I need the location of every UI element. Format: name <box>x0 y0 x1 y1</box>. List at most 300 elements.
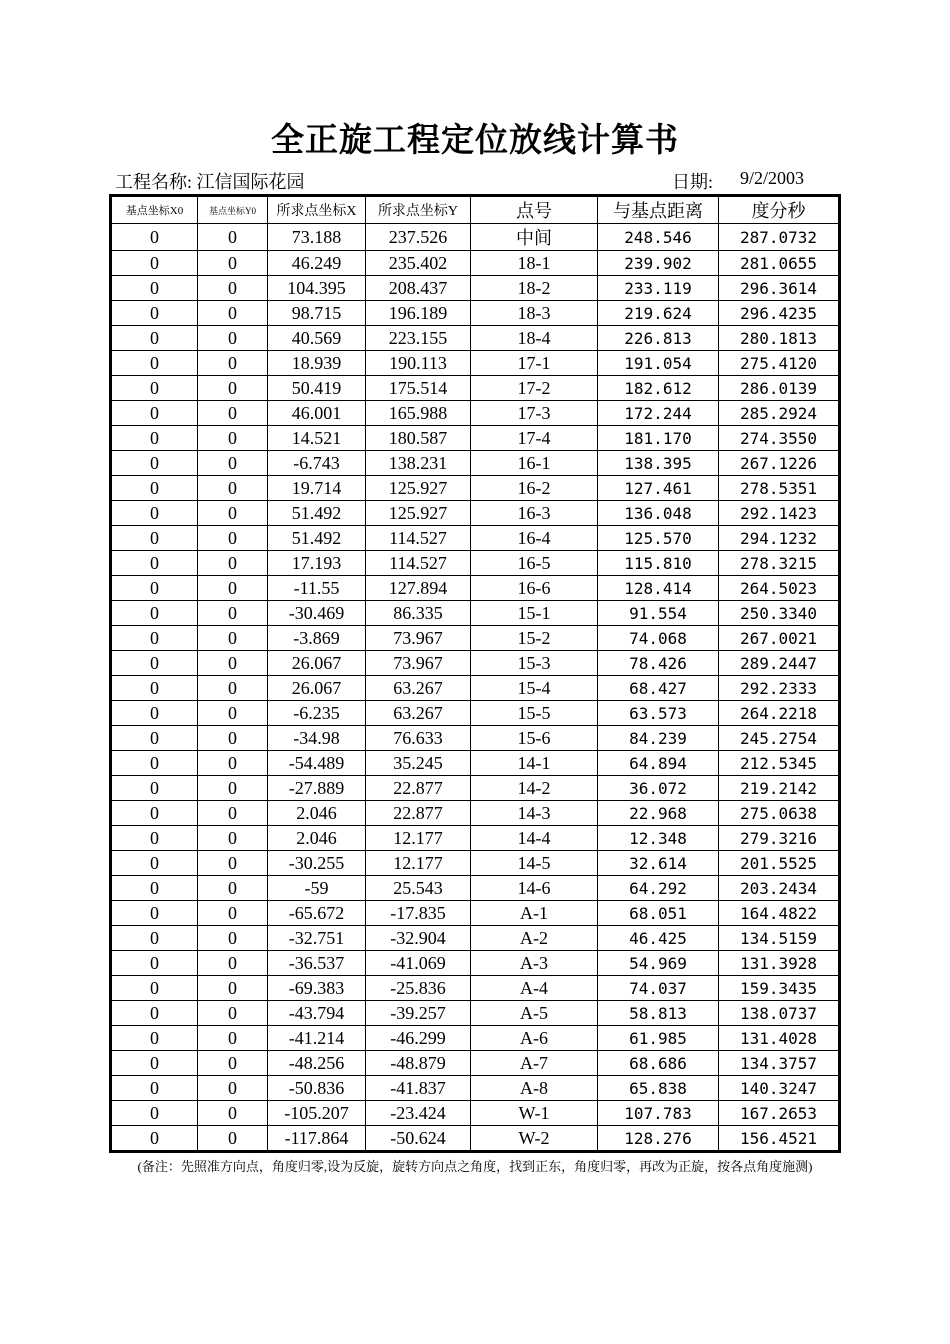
cell-target-y: 125.927 <box>366 476 471 501</box>
cell-base-y: 0 <box>198 1126 268 1152</box>
cell-dms: 164.4822 <box>719 901 840 926</box>
header-base-y: 基点坐标Y0 <box>198 196 268 224</box>
cell-dms: 212.5345 <box>719 751 840 776</box>
cell-dms: 280.1813 <box>719 326 840 351</box>
cell-target-y: 208.437 <box>366 276 471 301</box>
cell-base-y: 0 <box>198 876 268 901</box>
table-row <box>111 401 840 426</box>
cell-point-no: 14-1 <box>471 751 598 776</box>
cell-dms: 275.0638 <box>719 801 840 826</box>
table-row <box>111 751 840 776</box>
cell-target-y: 12.177 <box>366 851 471 876</box>
cell-target-x: -6.743 <box>268 451 366 476</box>
cell-distance: 12.348 <box>598 826 719 851</box>
cell-base-x: 0 <box>111 801 198 826</box>
cell-target-y: 237.526 <box>366 224 471 251</box>
cell-base-x: 0 <box>111 251 198 276</box>
cell-base-y: 0 <box>198 676 268 701</box>
cell-dms: 296.4235 <box>719 301 840 326</box>
footnote: (备注：先照准方向点，角度归零,设为反旋，旋转方向点之角度，找到正东，角度归零，再改为正旋，按各点角度施测) <box>137 1159 813 1174</box>
cell-distance: 58.813 <box>598 1001 719 1026</box>
cell-target-x: 73.188 <box>268 224 366 251</box>
cell-base-x: 0 <box>111 1051 198 1076</box>
cell-target-x: 18.939 <box>268 351 366 376</box>
cell-point-no: A-2 <box>471 926 598 951</box>
table-row <box>111 826 840 851</box>
cell-point-no: 18-3 <box>471 301 598 326</box>
cell-target-x: 98.715 <box>268 301 366 326</box>
cell-base-y: 0 <box>198 526 268 551</box>
cell-base-x: 0 <box>111 501 198 526</box>
table-row <box>111 726 840 751</box>
cell-dms: 275.4120 <box>719 351 840 376</box>
cell-dms: 201.5525 <box>719 851 840 876</box>
cell-target-y: -17.835 <box>366 901 471 926</box>
cell-point-no: 15-4 <box>471 676 598 701</box>
cell-point-no: 14-6 <box>471 876 598 901</box>
cell-base-y: 0 <box>198 851 268 876</box>
cell-distance: 182.612 <box>598 376 719 401</box>
cell-target-y: -39.257 <box>366 1001 471 1026</box>
cell-target-y: 114.527 <box>366 526 471 551</box>
cell-dms: 292.1423 <box>719 501 840 526</box>
date-value: 9/2/2003 <box>740 168 805 188</box>
cell-distance: 68.427 <box>598 676 719 701</box>
table-row <box>111 476 840 501</box>
cell-target-x: -3.869 <box>268 626 366 651</box>
cell-distance: 32.614 <box>598 851 719 876</box>
table-row <box>111 301 840 326</box>
cell-base-y: 0 <box>198 426 268 451</box>
cell-point-no: 18-1 <box>471 251 598 276</box>
cell-dms: 134.3757 <box>719 1051 840 1076</box>
cell-base-y: 0 <box>198 926 268 951</box>
cell-distance: 191.054 <box>598 351 719 376</box>
cell-target-y: 180.587 <box>366 426 471 451</box>
cell-base-y: 0 <box>198 576 268 601</box>
cell-distance: 125.570 <box>598 526 719 551</box>
table-row <box>111 601 840 626</box>
cell-distance: 233.119 <box>598 276 719 301</box>
cell-target-x: 51.492 <box>268 501 366 526</box>
cell-target-x: -11.55 <box>268 576 366 601</box>
table-row <box>111 1026 840 1051</box>
cell-point-no: 18-4 <box>471 326 598 351</box>
cell-base-y: 0 <box>198 301 268 326</box>
cell-base-x: 0 <box>111 351 198 376</box>
cell-point-no: 16-1 <box>471 451 598 476</box>
table-row <box>111 251 840 276</box>
cell-base-x: 0 <box>111 1126 198 1152</box>
cell-base-x: 0 <box>111 751 198 776</box>
cell-point-no: W-2 <box>471 1126 598 1152</box>
cell-target-x: 46.249 <box>268 251 366 276</box>
cell-base-x: 0 <box>111 926 198 951</box>
table-row <box>111 224 840 251</box>
cell-target-y: 73.967 <box>366 626 471 651</box>
cell-base-y: 0 <box>198 826 268 851</box>
cell-target-y: -23.424 <box>366 1101 471 1126</box>
cell-dms: 245.2754 <box>719 726 840 751</box>
cell-point-no: 17-1 <box>471 351 598 376</box>
cell-point-no: 14-2 <box>471 776 598 801</box>
cell-point-no: 16-6 <box>471 576 598 601</box>
table-row <box>111 626 840 651</box>
cell-target-x: 2.046 <box>268 826 366 851</box>
cell-target-y: 127.894 <box>366 576 471 601</box>
cell-target-x: 19.714 <box>268 476 366 501</box>
cell-base-y: 0 <box>198 651 268 676</box>
cell-base-y: 0 <box>198 801 268 826</box>
cell-point-no: A-4 <box>471 976 598 1001</box>
date-label: 日期: <box>672 172 714 192</box>
cell-point-no: 15-6 <box>471 726 598 751</box>
cell-distance: 65.838 <box>598 1076 719 1101</box>
cell-base-x: 0 <box>111 526 198 551</box>
coordinate-table <box>109 194 841 1153</box>
project-name: 工程名称: 江信国际花园 <box>115 172 305 192</box>
cell-base-x: 0 <box>111 826 198 851</box>
cell-base-y: 0 <box>198 551 268 576</box>
table-row <box>111 326 840 351</box>
cell-base-x: 0 <box>111 1101 198 1126</box>
cell-dms: 131.3928 <box>719 951 840 976</box>
table-row <box>111 526 840 551</box>
cell-target-y: 86.335 <box>366 601 471 626</box>
cell-point-no: 15-1 <box>471 601 598 626</box>
table-row <box>111 276 840 301</box>
table-row <box>111 776 840 801</box>
cell-point-no: W-1 <box>471 1101 598 1126</box>
cell-dms: 279.3216 <box>719 826 840 851</box>
cell-target-y: -50.624 <box>366 1126 471 1152</box>
cell-point-no: A-6 <box>471 1026 598 1051</box>
cell-base-x: 0 <box>111 224 198 251</box>
cell-dms: 281.0655 <box>719 251 840 276</box>
cell-target-x: -69.383 <box>268 976 366 1001</box>
cell-base-x: 0 <box>111 551 198 576</box>
cell-base-y: 0 <box>198 701 268 726</box>
cell-base-x: 0 <box>111 901 198 926</box>
cell-point-no: 15-2 <box>471 626 598 651</box>
table-row <box>111 1101 840 1126</box>
cell-dms: 289.2447 <box>719 651 840 676</box>
cell-base-y: 0 <box>198 251 268 276</box>
cell-dms: 285.2924 <box>719 401 840 426</box>
cell-point-no: A-7 <box>471 1051 598 1076</box>
cell-target-x: -105.207 <box>268 1101 366 1126</box>
cell-target-x: 26.067 <box>268 676 366 701</box>
table-row <box>111 701 840 726</box>
cell-base-x: 0 <box>111 851 198 876</box>
cell-distance: 128.276 <box>598 1126 719 1152</box>
cell-distance: 107.783 <box>598 1101 719 1126</box>
cell-base-x: 0 <box>111 451 198 476</box>
cell-target-y: -32.904 <box>366 926 471 951</box>
cell-base-y: 0 <box>198 401 268 426</box>
cell-dms: 294.1232 <box>719 526 840 551</box>
cell-distance: 248.546 <box>598 224 719 251</box>
cell-target-y: 190.113 <box>366 351 471 376</box>
cell-target-y: -41.837 <box>366 1076 471 1101</box>
table-row <box>111 1126 840 1152</box>
cell-point-no: 17-2 <box>471 376 598 401</box>
cell-target-x: 26.067 <box>268 651 366 676</box>
cell-dms: 278.3215 <box>719 551 840 576</box>
cell-target-x: -36.537 <box>268 951 366 976</box>
cell-target-x: -6.235 <box>268 701 366 726</box>
cell-target-y: 76.633 <box>366 726 471 751</box>
cell-base-y: 0 <box>198 1026 268 1051</box>
cell-target-y: 63.267 <box>366 701 471 726</box>
cell-target-y: 22.877 <box>366 776 471 801</box>
cell-distance: 46.425 <box>598 926 719 951</box>
cell-target-x: -41.214 <box>268 1026 366 1051</box>
cell-base-y: 0 <box>198 501 268 526</box>
cell-dms: 292.2333 <box>719 676 840 701</box>
cell-base-y: 0 <box>198 276 268 301</box>
table-row <box>111 676 840 701</box>
cell-base-x: 0 <box>111 576 198 601</box>
cell-point-no: 16-3 <box>471 501 598 526</box>
cell-distance: 68.051 <box>598 901 719 926</box>
cell-dms: 156.4521 <box>719 1126 840 1152</box>
cell-distance: 128.414 <box>598 576 719 601</box>
cell-distance: 84.239 <box>598 726 719 751</box>
cell-base-y: 0 <box>198 376 268 401</box>
cell-target-y: -41.069 <box>366 951 471 976</box>
cell-target-x: -30.469 <box>268 601 366 626</box>
cell-base-x: 0 <box>111 776 198 801</box>
cell-dms: 159.3435 <box>719 976 840 1001</box>
cell-point-no: 14-5 <box>471 851 598 876</box>
table-row <box>111 1051 840 1076</box>
cell-target-x: -43.794 <box>268 1001 366 1026</box>
cell-target-x: 17.193 <box>268 551 366 576</box>
table-row <box>111 351 840 376</box>
cell-distance: 63.573 <box>598 701 719 726</box>
header-target-y: 所求点坐标Y <box>366 196 471 224</box>
cell-base-y: 0 <box>198 1101 268 1126</box>
header-point-no: 点号 <box>471 196 598 224</box>
cell-target-y: 138.231 <box>366 451 471 476</box>
cell-base-x: 0 <box>111 701 198 726</box>
cell-dms: 274.3550 <box>719 426 840 451</box>
table-row <box>111 851 840 876</box>
page-title: 全正旋工程定位放线计算书 <box>271 120 679 159</box>
table-row <box>111 876 840 901</box>
cell-target-y: -46.299 <box>366 1026 471 1051</box>
table-row <box>111 451 840 476</box>
cell-target-x: 2.046 <box>268 801 366 826</box>
cell-dms: 138.0737 <box>719 1001 840 1026</box>
cell-point-no: 17-3 <box>471 401 598 426</box>
cell-base-y: 0 <box>198 224 268 251</box>
table-header-row <box>111 196 840 224</box>
cell-dms: 286.0139 <box>719 376 840 401</box>
cell-target-y: -25.836 <box>366 976 471 1001</box>
cell-base-y: 0 <box>198 751 268 776</box>
cell-target-x: 46.001 <box>268 401 366 426</box>
cell-target-y: 25.543 <box>366 876 471 901</box>
cell-distance: 64.292 <box>598 876 719 901</box>
header-dms: 度分秒 <box>719 196 840 224</box>
cell-dms: 264.2218 <box>719 701 840 726</box>
cell-base-y: 0 <box>198 901 268 926</box>
cell-dms: 296.3614 <box>719 276 840 301</box>
cell-point-no: 16-5 <box>471 551 598 576</box>
cell-dms: 219.2142 <box>719 776 840 801</box>
cell-base-y: 0 <box>198 1051 268 1076</box>
cell-distance: 239.902 <box>598 251 719 276</box>
cell-point-no: 15-5 <box>471 701 598 726</box>
cell-target-y: 63.267 <box>366 676 471 701</box>
cell-point-no: 18-2 <box>471 276 598 301</box>
cell-point-no: 中间 <box>471 224 598 251</box>
cell-target-x: -59 <box>268 876 366 901</box>
table-row <box>111 951 840 976</box>
cell-target-x: 14.521 <box>268 426 366 451</box>
cell-distance: 22.968 <box>598 801 719 826</box>
cell-base-x: 0 <box>111 1001 198 1026</box>
cell-distance: 138.395 <box>598 451 719 476</box>
table-row <box>111 1001 840 1026</box>
cell-distance: 68.686 <box>598 1051 719 1076</box>
cell-dms: 287.0732 <box>719 224 840 251</box>
cell-point-no: 14-4 <box>471 826 598 851</box>
cell-base-y: 0 <box>198 601 268 626</box>
cell-target-x: -30.255 <box>268 851 366 876</box>
cell-target-x: -50.836 <box>268 1076 366 1101</box>
cell-distance: 74.068 <box>598 626 719 651</box>
cell-dms: 140.3247 <box>719 1076 840 1101</box>
cell-target-y: 235.402 <box>366 251 471 276</box>
cell-target-y: 12.177 <box>366 826 471 851</box>
cell-base-y: 0 <box>198 976 268 1001</box>
table-row <box>111 426 840 451</box>
cell-base-y: 0 <box>198 726 268 751</box>
cell-base-x: 0 <box>111 976 198 1001</box>
cell-base-x: 0 <box>111 951 198 976</box>
table-row <box>111 376 840 401</box>
cell-base-x: 0 <box>111 1076 198 1101</box>
cell-point-no: 16-4 <box>471 526 598 551</box>
table-row <box>111 551 840 576</box>
table-row <box>111 501 840 526</box>
table-row <box>111 651 840 676</box>
cell-base-x: 0 <box>111 651 198 676</box>
cell-base-x: 0 <box>111 301 198 326</box>
cell-base-x: 0 <box>111 276 198 301</box>
cell-target-x: 51.492 <box>268 526 366 551</box>
table-row <box>111 801 840 826</box>
cell-distance: 78.426 <box>598 651 719 676</box>
table-row <box>111 976 840 1001</box>
table-row <box>111 576 840 601</box>
cell-point-no: A-5 <box>471 1001 598 1026</box>
cell-distance: 54.969 <box>598 951 719 976</box>
cell-target-y: -48.879 <box>366 1051 471 1076</box>
cell-target-y: 35.245 <box>366 751 471 776</box>
cell-target-y: 175.514 <box>366 376 471 401</box>
cell-base-y: 0 <box>198 776 268 801</box>
cell-base-x: 0 <box>111 376 198 401</box>
cell-base-y: 0 <box>198 451 268 476</box>
cell-dms: 131.4028 <box>719 1026 840 1051</box>
cell-distance: 172.244 <box>598 401 719 426</box>
table-row <box>111 901 840 926</box>
cell-distance: 91.554 <box>598 601 719 626</box>
cell-point-no: 17-4 <box>471 426 598 451</box>
header-base-x: 基点坐标X0 <box>111 196 198 224</box>
cell-point-no: A-3 <box>471 951 598 976</box>
cell-target-x: -27.889 <box>268 776 366 801</box>
cell-distance: 115.810 <box>598 551 719 576</box>
cell-target-y: 223.155 <box>366 326 471 351</box>
cell-base-x: 0 <box>111 601 198 626</box>
cell-base-y: 0 <box>198 476 268 501</box>
cell-point-no: 15-3 <box>471 651 598 676</box>
cell-distance: 136.048 <box>598 501 719 526</box>
cell-distance: 74.037 <box>598 976 719 1001</box>
table-body <box>111 224 840 1152</box>
cell-dms: 203.2434 <box>719 876 840 901</box>
cell-target-x: 40.569 <box>268 326 366 351</box>
cell-target-x: -65.672 <box>268 901 366 926</box>
cell-dms: 267.1226 <box>719 451 840 476</box>
cell-target-x: -48.256 <box>268 1051 366 1076</box>
cell-base-x: 0 <box>111 726 198 751</box>
cell-base-y: 0 <box>198 351 268 376</box>
header-target-x: 所求点坐标X <box>268 196 366 224</box>
cell-base-y: 0 <box>198 951 268 976</box>
cell-dms: 134.5159 <box>719 926 840 951</box>
cell-base-x: 0 <box>111 326 198 351</box>
cell-target-x: -117.864 <box>268 1126 366 1152</box>
cell-base-y: 0 <box>198 1076 268 1101</box>
cell-point-no: 14-3 <box>471 801 598 826</box>
cell-dms: 264.5023 <box>719 576 840 601</box>
cell-target-y: 125.927 <box>366 501 471 526</box>
cell-target-y: 196.189 <box>366 301 471 326</box>
cell-point-no: A-8 <box>471 1076 598 1101</box>
cell-point-no: A-1 <box>471 901 598 926</box>
cell-distance: 127.461 <box>598 476 719 501</box>
cell-target-x: 50.419 <box>268 376 366 401</box>
cell-base-y: 0 <box>198 1001 268 1026</box>
cell-target-y: 165.988 <box>366 401 471 426</box>
cell-point-no: 16-2 <box>471 476 598 501</box>
cell-distance: 61.985 <box>598 1026 719 1051</box>
cell-target-x: -34.98 <box>268 726 366 751</box>
cell-base-x: 0 <box>111 1026 198 1051</box>
cell-distance: 226.813 <box>598 326 719 351</box>
cell-base-x: 0 <box>111 476 198 501</box>
cell-dms: 250.3340 <box>719 601 840 626</box>
cell-target-y: 73.967 <box>366 651 471 676</box>
cell-dms: 278.5351 <box>719 476 840 501</box>
table-row <box>111 926 840 951</box>
cell-target-x: 104.395 <box>268 276 366 301</box>
cell-base-x: 0 <box>111 426 198 451</box>
cell-distance: 181.170 <box>598 426 719 451</box>
header-distance: 与基点距离 <box>598 196 719 224</box>
cell-base-x: 0 <box>111 401 198 426</box>
cell-target-y: 22.877 <box>366 801 471 826</box>
cell-base-x: 0 <box>111 626 198 651</box>
cell-target-x: -32.751 <box>268 926 366 951</box>
table-row <box>111 1076 840 1101</box>
